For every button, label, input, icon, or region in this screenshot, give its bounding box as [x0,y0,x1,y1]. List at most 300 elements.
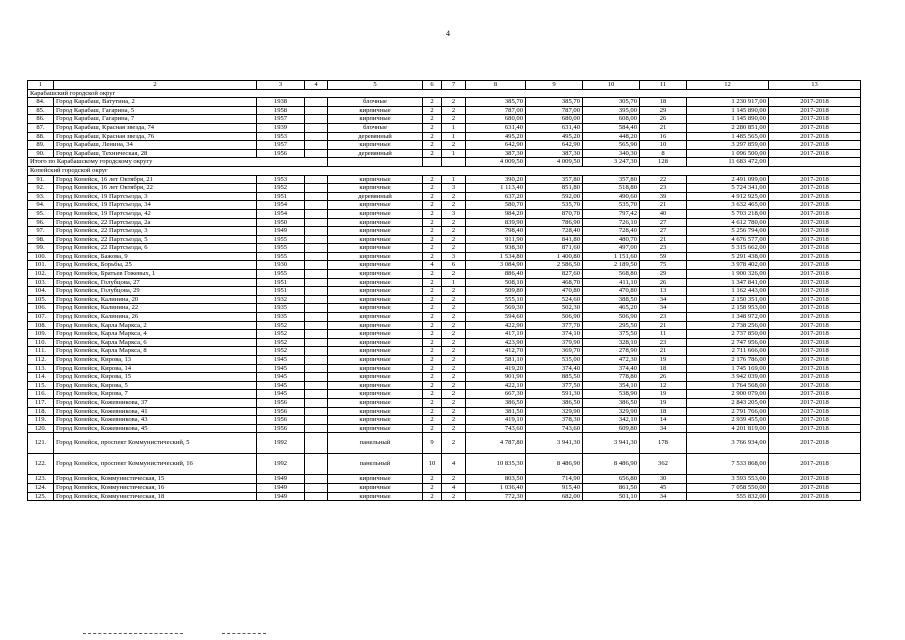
table-cell: 379,90 [526,338,583,347]
table-cell: 2017-2018 [769,424,861,433]
table-cell: 111. [28,347,54,356]
table-cell: кирпичные [328,244,423,253]
column-number: 1 [28,81,54,90]
table-cell: 381,50 [466,407,526,416]
table-row [28,454,861,475]
table-cell: кирпичные [328,278,423,287]
table-cell: 2 [442,321,466,330]
table-cell: 5 315 662,00 [687,244,769,253]
table-cell: 1 [442,149,466,158]
table-cell: 886,40 [466,270,526,279]
table-cell: 411,10 [583,278,640,287]
table-cell: 2 [442,407,466,416]
table-cell: 120. [28,424,54,433]
table-cell: 2 176 786,00 [687,356,769,365]
table-cell: 3 766 934,00 [687,433,769,454]
table-cell: Город Копейск, Кирова, 14 [54,364,257,373]
table-cell: кирпичные [328,373,423,382]
table-cell: 2017-2018 [769,338,861,347]
table-cell: 423,90 [466,338,526,347]
table-cell: деревянный [328,149,423,158]
table-cell: 2017-2018 [769,364,861,373]
table-cell: 19 [640,356,687,365]
table-row [28,347,861,356]
table-cell: 4 912 925,00 [687,192,769,201]
table-row [28,424,861,433]
table-cell [305,132,328,141]
section-row [28,166,861,175]
table-cell: 2 [423,218,442,227]
table-cell: 538,90 [583,390,640,399]
table-cell: Город Копейск, Калинина, 22 [54,304,257,313]
table-cell: 2 [442,235,466,244]
table-cell: Город Копейск, Голубцова, 27 [54,278,257,287]
table-cell [305,184,328,193]
column-number-row [28,81,861,90]
table-cell: 34 [640,424,687,433]
table-row [28,270,861,279]
table-cell: 14 [640,416,687,425]
table-cell: 328,10 [583,338,640,347]
table-cell: 2 [423,338,442,347]
table-cell: 121. [28,433,54,454]
table-cell: Город Копейск, 22 Партсъезда, 6 [54,244,257,253]
table-cell: кирпичные [328,106,423,115]
table-cell: 915,40 [526,483,583,492]
table-row [28,398,861,407]
table-cell: 851,80 [526,184,583,193]
table-cell: Город Копейск, Коммунистическая, 15 [54,475,257,484]
table-cell: 2 [442,390,466,399]
table-cell: 642,90 [466,141,526,150]
table-cell: 2 [423,270,442,279]
table-cell: 2 586,50 [526,261,583,270]
table-cell: 2 [423,347,442,356]
table-cell: Город Карабаш, Ленина, 34 [54,141,257,150]
table-cell: 87. [28,123,54,132]
table-cell [305,98,328,107]
table-row [28,373,861,382]
table-cell: кирпичные [328,390,423,399]
table-cell: 743,60 [526,424,583,433]
table-cell: 490,60 [583,192,640,201]
table-cell: кирпичные [328,175,423,184]
table-cell [305,313,328,322]
table-cell: Город Карабаш, Техническая, 28 [54,149,257,158]
column-number: 6 [423,81,442,90]
table-cell: 2017-2018 [769,313,861,322]
table-cell: 7 058 550,00 [687,483,769,492]
table-cell: 2 [442,492,466,501]
table-cell: Город Копейск, 19 Партсъезда, 3 [54,192,257,201]
table-cell [305,416,328,425]
table-cell: 608,00 [583,115,640,124]
table-row [28,141,861,150]
table-cell: 5 724 341,00 [687,184,769,193]
table-cell: 88. [28,132,54,141]
table-cell: кирпичные [328,475,423,484]
table-cell: 4 676 577,00 [687,235,769,244]
table-cell: кирпичные [328,416,423,425]
table-cell [305,492,328,501]
table-cell: панельный [328,433,423,454]
column-number: 13 [769,81,861,90]
table-cell: 1945 [257,390,305,399]
table-cell: 497,00 [583,244,640,253]
table-cell: 5 703 218,00 [687,209,769,218]
table-row [28,381,861,390]
table-cell: 89. [28,141,54,150]
table-cell: 468,70 [526,278,583,287]
section-row [28,89,861,98]
table-cell: 2 [442,347,466,356]
table-cell: 1952 [257,321,305,330]
total-value: 4 009,50 [526,158,583,167]
table-row [28,492,861,501]
table-cell: 1935 [257,313,305,322]
table-cell: 1949 [257,475,305,484]
table-cell: 96. [28,218,54,227]
table-cell: Город Копейск, Карла Маркса, 6 [54,338,257,347]
table-cell: 656,80 [583,475,640,484]
table-cell [305,235,328,244]
table-cell: 2 [423,123,442,132]
table-cell: 2017-2018 [769,141,861,150]
table-cell: 1955 [257,235,305,244]
table-cell [305,192,328,201]
table-cell: 369,70 [526,347,583,356]
table-cell: 2 [442,98,466,107]
table-cell: 100. [28,252,54,261]
table-cell: 34 [640,492,687,501]
table-row [28,330,861,339]
table-cell: 803,50 [466,475,526,484]
table-cell [769,158,861,167]
table-cell: 786,90 [526,218,583,227]
table-cell: 1 036,40 [466,483,526,492]
table-cell: 3 941,30 [526,433,583,454]
table-cell: 354,10 [583,381,640,390]
table-cell [305,407,328,416]
table-cell: кирпичные [328,330,423,339]
column-number: 11 [640,81,687,90]
table-cell: 5 256 794,00 [687,227,769,236]
table-cell: 2 [423,209,442,218]
table-cell: 938,30 [466,244,526,253]
table-cell: 10 [423,454,442,475]
table-cell: 2017-2018 [769,492,861,501]
table-cell: 911,90 [466,235,526,244]
table-cell: 1954 [257,209,305,218]
table-cell [305,321,328,330]
table-cell: 2017-2018 [769,218,861,227]
table-cell: 2 738 256,00 [687,321,769,330]
table-cell: 103. [28,278,54,287]
table-cell: 30 [640,475,687,484]
table-cell: 4 612 780,00 [687,218,769,227]
table-cell: 422,90 [466,321,526,330]
table-cell: 23 [640,184,687,193]
table-cell: 4 [442,483,466,492]
table-cell: 8 [640,149,687,158]
table-row [28,252,861,261]
column-number: 2 [54,81,257,90]
table-cell: 3 978 402,00 [687,261,769,270]
table-cell: 1938 [257,98,305,107]
table-row [28,209,861,218]
table-cell: 1957 [257,141,305,150]
table-cell: Город Копейск, Карла Маркса, 4 [54,330,257,339]
table-cell: 1955 [257,244,305,253]
table-cell: 1 764 568,00 [687,381,769,390]
table-cell: 340,30 [583,149,640,158]
table-cell [305,364,328,373]
table-cell: 417,10 [466,330,526,339]
table-cell: 84. [28,98,54,107]
table-cell: 26 [640,373,687,382]
table-cell: кирпичные [328,141,423,150]
table-cell: 97. [28,227,54,236]
table-cell: 2 [423,381,442,390]
table-cell: деревянный [328,192,423,201]
table-cell: кирпичные [328,218,423,227]
table-cell [305,261,328,270]
table-cell: 85. [28,106,54,115]
total-value: 128 [640,158,687,167]
table-row [28,364,861,373]
table-cell: 2 [423,287,442,296]
table-cell: 787,00 [526,106,583,115]
table-cell: 2 [442,424,466,433]
table-cell: Город Копейск, Коммунистическая, 16 [54,483,257,492]
table-cell: 26 [640,115,687,124]
total-row [28,158,861,167]
table-cell: 631,40 [466,123,526,132]
table-cell: 2 [442,270,466,279]
table-cell: 470,80 [583,287,640,296]
table-cell: 2 737 850,00 [687,330,769,339]
table-cell: 1949 [257,483,305,492]
table-cell [305,115,328,124]
table-cell: 2 [423,304,442,313]
table-cell: Город Копейск, Борьбы, 25 [54,261,257,270]
table-cell: 535,00 [526,356,583,365]
table-cell: 2 [442,313,466,322]
table-cell: 23 [640,313,687,322]
table-cell: 4 787,80 [466,433,526,454]
table-cell: кирпичные [328,201,423,210]
table-cell: 22 [640,175,687,184]
table-cell: 2 [442,364,466,373]
table-cell [305,149,328,158]
table-cell: Город Копейск, Кирова, 5 [54,381,257,390]
table-cell [305,209,328,218]
table-cell: 1 113,40 [466,184,526,193]
table-cell: 2 900 079,00 [687,390,769,399]
table-cell: 642,90 [526,141,583,150]
table-cell: 329,90 [583,407,640,416]
table-cell: 2017-2018 [769,347,861,356]
table-cell: 3 942 039,00 [687,373,769,382]
table-cell: кирпичные [328,227,423,236]
table-cell: 1956 [257,424,305,433]
table-cell: 1949 [257,492,305,501]
table-cell: 798,40 [466,227,526,236]
table-cell: кирпичные [328,321,423,330]
table-cell: 375,50 [583,330,640,339]
table-cell: Город Копейск, Кожевникова, 37 [54,398,257,407]
table-cell: 27 [640,218,687,227]
table-cell: 387,30 [466,149,526,158]
table-cell: 1 [442,278,466,287]
table-cell: кирпичные [328,313,423,322]
table-cell: 115. [28,381,54,390]
table-cell: 2017-2018 [769,433,861,454]
table-cell: 342,10 [583,416,640,425]
table-row [28,235,861,244]
table-row [28,356,861,365]
table-cell: 395,00 [583,106,640,115]
table-cell [305,123,328,132]
table-cell: 2 [423,201,442,210]
table-cell: 18 [640,98,687,107]
table-cell: 714,90 [526,475,583,484]
section-title: Копейский городской округ [28,166,861,175]
table-cell: 110. [28,338,54,347]
table-cell: Город Карабаш, Гагарина, 5 [54,106,257,115]
table-cell: 305,70 [583,98,640,107]
table-row [28,192,861,201]
table-cell: 11 [640,330,687,339]
table-cell: 26 [640,278,687,287]
table-cell [305,295,328,304]
table-cell [305,356,328,365]
table-cell [305,381,328,390]
table-cell: 470,80 [526,287,583,296]
table-cell: 594,60 [466,313,526,322]
table-cell: 2017-2018 [769,227,861,236]
table-cell: 728,40 [526,227,583,236]
table-cell: 2 280 851,00 [687,123,769,132]
table-cell: 125. [28,492,54,501]
table-cell: 8 486,90 [583,454,640,475]
table-cell: 2017-2018 [769,483,861,492]
table-row [28,98,861,107]
table-cell [305,454,328,475]
table-cell: 2 [423,424,442,433]
table-cell: блочные [328,123,423,132]
table-cell: 21 [640,201,687,210]
table-cell: 827,60 [526,270,583,279]
table-cell: 2 [423,295,442,304]
table-cell: 386,50 [583,398,640,407]
table-cell: 94. [28,201,54,210]
table-row [28,106,861,115]
table-cell: 99. [28,244,54,253]
table-cell: 98. [28,235,54,244]
table-cell: 34 [640,295,687,304]
table-cell: 1952 [257,347,305,356]
table-cell: 1 151,60 [583,252,640,261]
table-cell: 3 632 465,00 [687,201,769,210]
table-cell: 13 [640,287,687,296]
table-row [28,201,861,210]
table-row [28,321,861,330]
table-cell: 1 348 972,00 [687,313,769,322]
table-cell: 841,80 [526,235,583,244]
table-cell: 569,30 [466,304,526,313]
table-cell: 3 [442,184,466,193]
footer-rule [222,633,266,634]
column-number: 8 [466,81,526,90]
table-cell: 1945 [257,356,305,365]
table-cell: 2 [442,295,466,304]
table-row [28,132,861,141]
table-cell: 2017-2018 [769,475,861,484]
table-cell: Город Копейск, Кожевникова, 43 [54,416,257,425]
table-cell: Город Копейск, 16 лет Октября, 21 [54,175,257,184]
table-cell: 2 [423,313,442,322]
table-cell: 1930 [257,261,305,270]
table-cell: 2 [423,483,442,492]
table-cell: 3 [442,252,466,261]
table-cell [305,338,328,347]
table-cell: 2017-2018 [769,209,861,218]
table-cell: 385,70 [526,98,583,107]
table-cell: 422,10 [466,381,526,390]
table-cell: 6 [442,261,466,270]
table-cell [305,483,328,492]
table-cell: 123. [28,475,54,484]
table-cell: 1 145 890,00 [687,106,769,115]
table-cell: 680,00 [466,115,526,124]
table-cell: кирпичные [328,338,423,347]
table-cell: 2017-2018 [769,192,861,201]
table-cell: Город Копейск, Карла Маркса, 8 [54,347,257,356]
table-cell: 329,90 [526,407,583,416]
table-cell: кирпичные [328,364,423,373]
table-cell: 2 [423,416,442,425]
table-cell: 581,10 [466,356,526,365]
table-cell: Город Копейск, 16 лет Октября, 22 [54,184,257,193]
table-cell: 2 [442,381,466,390]
table-cell: 2 843 205,00 [687,398,769,407]
table-row [28,338,861,347]
table-cell: 21 [640,347,687,356]
table-cell: 2 [442,338,466,347]
table-cell: 3 941,30 [583,433,640,454]
table-cell: 113. [28,364,54,373]
table-cell: Город Копейск, Братьев Гожевых, 1 [54,270,257,279]
table-cell: 2 747 956,00 [687,338,769,347]
table-cell: 2017-2018 [769,184,861,193]
table-cell: 419,10 [466,416,526,425]
table-cell: панельный [328,454,423,475]
table-cell: 2 [423,106,442,115]
table-cell: 178 [640,433,687,454]
table-cell: кирпичные [328,356,423,365]
table-cell [305,424,328,433]
table-cell: 2 [423,244,442,253]
table-cell: 18 [640,407,687,416]
table-cell: 2 [442,201,466,210]
table-cell: 2 [423,398,442,407]
table-cell: 122. [28,454,54,475]
table-cell: 2 [423,192,442,201]
table-cell: 1953 [257,132,305,141]
table-cell: 1956 [257,149,305,158]
table-cell: 2017-2018 [769,287,861,296]
